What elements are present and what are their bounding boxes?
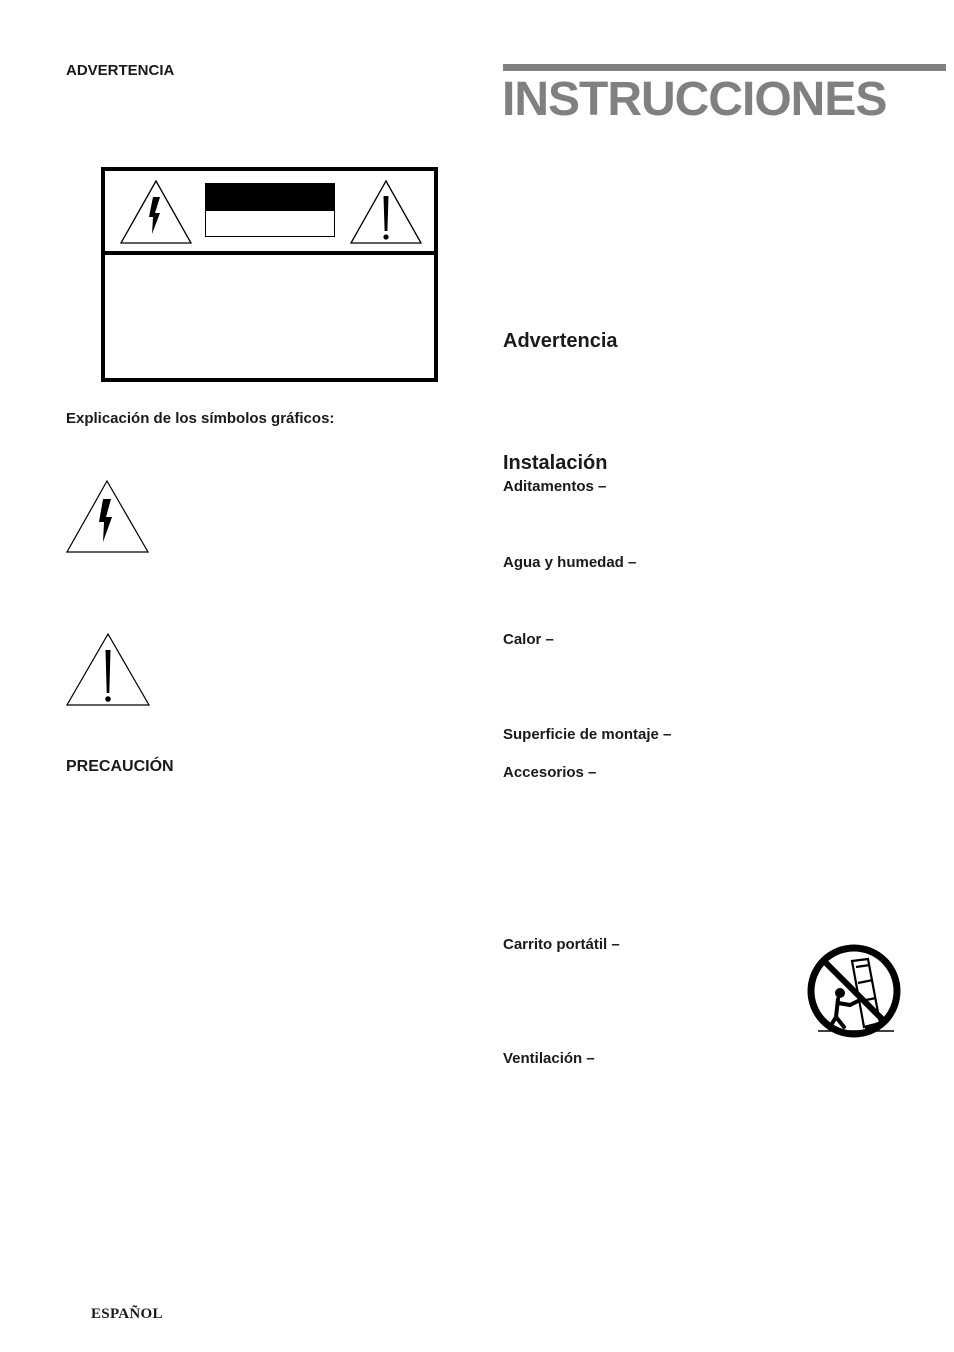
item-ventilation: Ventilación – — [503, 1050, 595, 1067]
label-divider — [105, 251, 434, 255]
no-cart-tip-icon — [806, 943, 902, 1039]
item-water: Agua y humedad – — [503, 554, 637, 571]
caution-heading: PRECAUCIÓN — [66, 758, 174, 775]
warning-label-bar — [205, 183, 335, 237]
warning-heading: ADVERTENCIA — [66, 62, 175, 79]
item-attachments: Aditamentos – — [503, 478, 607, 495]
lightning-warning-icon — [119, 179, 193, 245]
exclamation-warning-icon — [349, 179, 423, 245]
advertencia-heading: Advertencia — [503, 330, 618, 352]
warning-label-box — [101, 167, 438, 382]
symbols-heading: Explicación de los símbolos gráficos: — [66, 410, 335, 427]
item-heat: Calor – — [503, 631, 554, 648]
footer-language: ESPAÑOL — [91, 1306, 163, 1322]
item-mounting: Superficie de montaje – — [503, 726, 672, 743]
item-cart: Carrito portátil – — [503, 936, 620, 953]
page-title: INSTRUCCIONES — [502, 73, 887, 126]
lightning-warning-icon — [66, 480, 150, 554]
title-rule — [503, 64, 946, 71]
item-accessories: Accesorios – — [503, 764, 597, 781]
warning-label-bar-fill — [206, 184, 334, 211]
installation-heading: Instalación — [503, 452, 608, 474]
exclamation-warning-icon — [66, 633, 150, 707]
